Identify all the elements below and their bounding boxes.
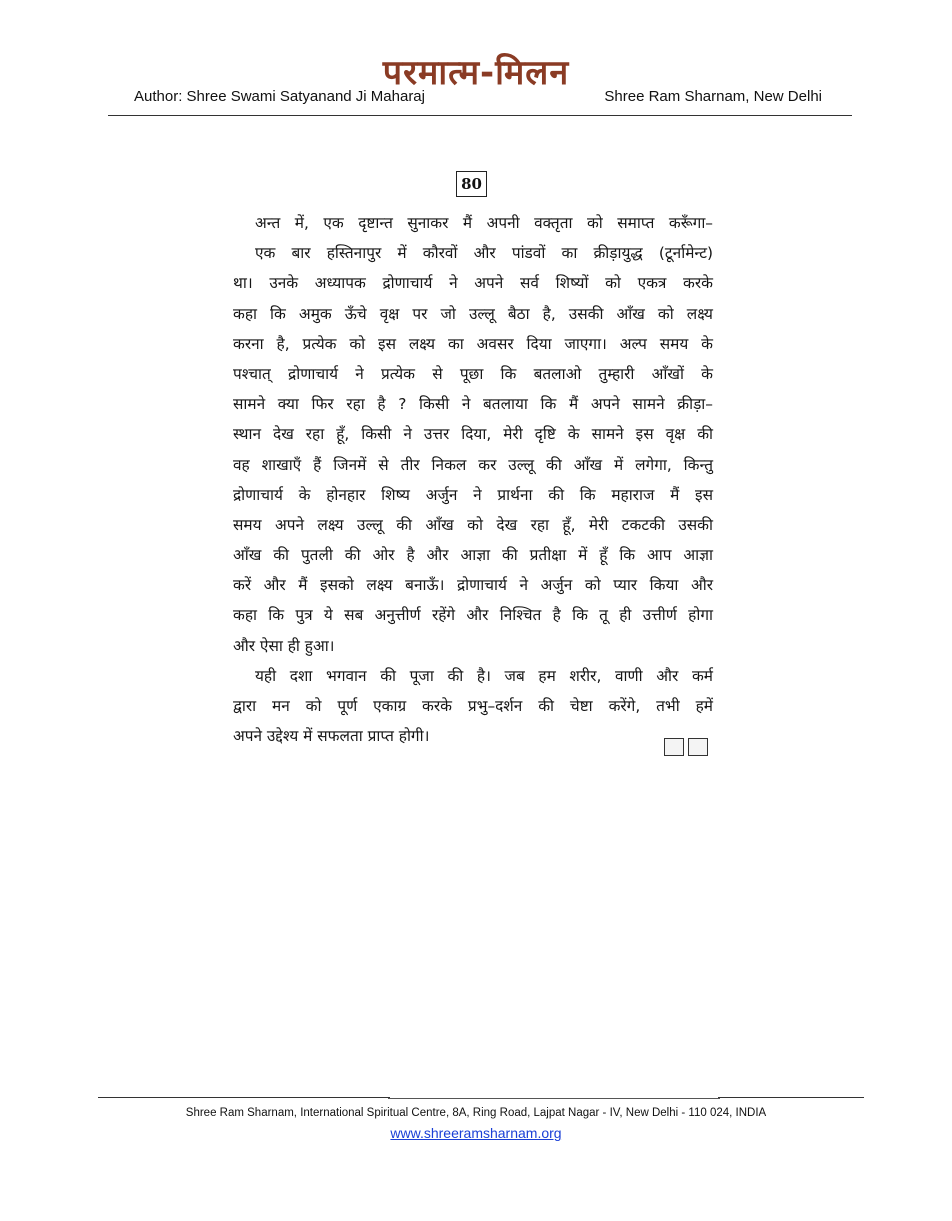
body-line: यही दशा भगवान की पूजा की है। जब हम शरीर, वाणी और कर्म — [255, 666, 713, 685]
footer-divider-middle — [388, 1098, 720, 1099]
end-box-icon — [688, 738, 708, 756]
body-line: और ऐसा ही हुआ। — [233, 636, 335, 655]
end-of-section-marker — [664, 738, 708, 756]
body-line: कहा कि अमुक ऊँचे वृक्ष पर जो उल्लू बैठा है, उसकी आँख को लक्ष्य — [233, 304, 713, 323]
footer-address: Shree Ram Sharnam, International Spiritual Centre, 8A, Ring Road, Lajpat Nagar - IV, New Delhi - 110 024, INDIA — [185, 1107, 767, 1119]
body-line: सामने क्या फिर रहा है ? किसी ने बतलाया कि मैं अपने सामने क्रीड़ा– — [233, 395, 713, 414]
footer-divider-right — [718, 1097, 864, 1098]
body-line: करना है, प्रत्येक को इस लक्ष्य का अवसर दिया जाएगा। अल्प समय के — [233, 334, 713, 353]
footer-divider-left — [98, 1097, 390, 1098]
page-body — [233, 208, 713, 751]
body-line: वह शाखाएँ हैं जिनमें से तीर निकल कर उल्लू की आँख में लगेगा, किन्तु — [233, 455, 713, 474]
body-line: द्रोणाचार्य के होनहार शिष्य अर्जुन ने प्रार्थना की कि महाराज मैं इस — [233, 485, 713, 504]
body-line: करें और मैं इसको लक्ष्य बनाऊँ। द्रोणाचार्य ने अर्जुन को प्यार किया और — [233, 576, 713, 595]
body-line: कहा कि पुत्र ये सब अनुत्तीर्ण रहेंगे और निश्चित है कि तू ही उत्तीर्ण होगा — [233, 606, 713, 625]
body-line: पश्चात् द्रोणाचार्य ने प्रत्येक से पूछा कि बतलाओ तुम्हारी आँखों के — [233, 364, 713, 383]
body-line: समय अपने लक्ष्य उल्लू की आँख को देख रहा हूँ, मेरी टकटकी उसकी — [233, 515, 713, 534]
body-line: एक बार हस्तिनापुर में कौरवों और पांडवों का क्रीड़ायुद्ध (टूर्नामेन्ट) — [255, 244, 713, 263]
end-box-icon — [664, 738, 684, 756]
body-line: था। उनके अध्यापक द्रोणाचार्य ने अपने सर्व शिष्यों को एकत्र करके — [233, 274, 713, 293]
header-divider — [108, 115, 852, 116]
body-line: द्वारा मन को पूर्ण एकाग्र करके प्रभु–दर्शन की चेष्टा करेंगे, तभी हमें — [233, 697, 713, 715]
body-line: आँख की पुतली की ओर है और आज्ञा की प्रतीक्षा में हूँ कि आप आज्ञा — [233, 546, 713, 565]
body-line: स्थान देख रहा हूँ, किसी ने उत्तर दिया, मेरी दृष्टि के सामने इस वृक्ष की — [233, 425, 713, 444]
website-link[interactable]: www.shreeramsharnam.org — [390, 1125, 562, 1141]
author-credit: Author: Shree Swami Satyanand Ji Maharaj — [134, 88, 425, 105]
book-title: परमात्म-मिलन — [382, 53, 570, 93]
page-number: 80 — [456, 171, 487, 197]
publisher-credit: Shree Ram Sharnam, New Delhi — [604, 88, 822, 105]
body-line: अपने उद्देश्य में सफलता प्राप्त होगी। — [233, 727, 430, 746]
body-line: अन्त में, एक दृष्टान्त सुनाकर मैं अपनी वक्तृता को समाप्त करूँगा– — [255, 214, 713, 232]
